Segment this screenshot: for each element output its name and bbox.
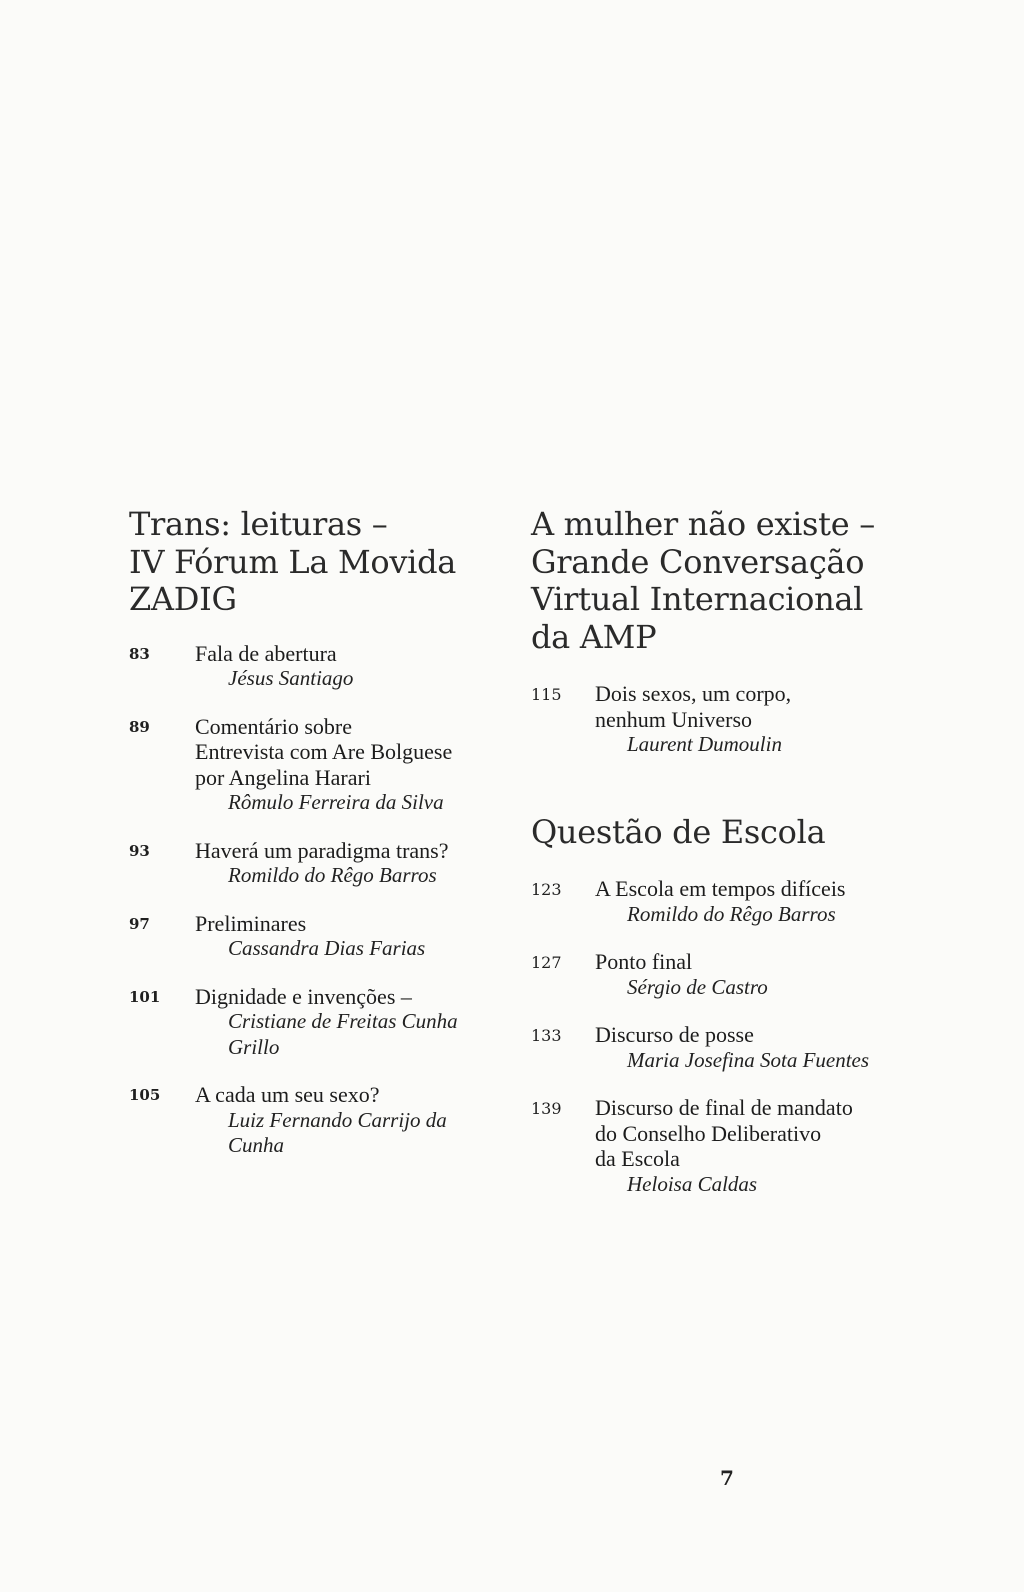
toc-entries-trans <box>129 641 529 1159</box>
entry-author: Jésus Santiago <box>228 666 354 690</box>
toc-entry <box>129 1082 529 1159</box>
entry-author: Romildo do Rêgo Barros <box>228 863 437 887</box>
toc-entry <box>531 876 951 927</box>
entry-title: Ponto final <box>595 949 693 974</box>
toc-left-column <box>129 506 529 1181</box>
page-number: 83 <box>129 644 150 663</box>
page-folio: 7 <box>720 1466 734 1490</box>
entry-title: Comentário sobre Entrevista com Are Bolguese por Angelina Harari <box>195 713 453 790</box>
page-number: 101 <box>129 987 161 1006</box>
page-number: 89 <box>129 717 150 736</box>
section-title-mulher: A mulher não existe – Grande Conversação Virtual Internacional da AMP <box>531 505 875 656</box>
entry-author: Rômulo Ferreira da Silva <box>228 790 444 814</box>
page-number: 139 <box>531 1099 562 1118</box>
entry-author: Cassandra Dias Farias <box>228 936 426 960</box>
toc-right-column <box>531 506 951 1219</box>
entry-title: Haverá um paradigma trans? <box>195 837 449 863</box>
page-number: 123 <box>531 880 562 899</box>
section-title-trans: Trans: leituras – IV Fórum La Movida ZADIG <box>129 505 457 618</box>
entry-author: Heloisa Caldas <box>627 1171 758 1196</box>
entry-author: Romildo do Rêgo Barros <box>627 901 836 926</box>
toc-entry <box>531 681 951 758</box>
page-number: 105 <box>129 1086 161 1104</box>
entry-author: Laurent Dumoulin <box>627 732 782 756</box>
entry-title: A cada um seu sexo? <box>195 1082 380 1107</box>
entry-title: Discurso de final de mandato do Conselho Deliberativo da Escola <box>595 1095 853 1171</box>
entry-author: Luiz Fernando Carrijo da Cunha <box>228 1107 447 1157</box>
page-number: 133 <box>531 1026 562 1045</box>
entry-author: Sérgio de Castro <box>627 974 768 999</box>
entry-author: Maria Josefina Sota Fuentes <box>627 1047 870 1072</box>
entry-author: Cristiane de Freitas Cunha Grillo <box>228 1009 458 1059</box>
page-number: 115 <box>531 685 562 704</box>
toc-entry <box>531 949 951 1000</box>
toc-entries-escola <box>531 876 951 1197</box>
toc-entry <box>129 984 529 1061</box>
entry-title: A Escola em tempos difíceis <box>595 876 846 901</box>
page-number: 97 <box>129 914 150 933</box>
entry-title: Discurso de posse <box>595 1022 754 1047</box>
toc-entry <box>531 1095 951 1197</box>
section-title-escola: Questão de Escola <box>531 812 826 851</box>
toc-entry <box>129 641 529 692</box>
entry-title: Preliminares <box>195 910 307 936</box>
entry-title: Dignidade e invenções – <box>195 983 412 1009</box>
toc-entries-mulher <box>531 681 951 758</box>
toc-entry <box>129 714 529 816</box>
page-number: 127 <box>531 953 562 972</box>
toc-entry <box>129 838 529 889</box>
entry-title: Dois sexos, um corpo, nenhum Universo <box>595 681 792 732</box>
entry-title: Fala de abertura <box>195 640 337 666</box>
toc-entry <box>129 911 529 962</box>
toc-entry <box>531 1022 951 1073</box>
page-number: 93 <box>129 841 150 860</box>
